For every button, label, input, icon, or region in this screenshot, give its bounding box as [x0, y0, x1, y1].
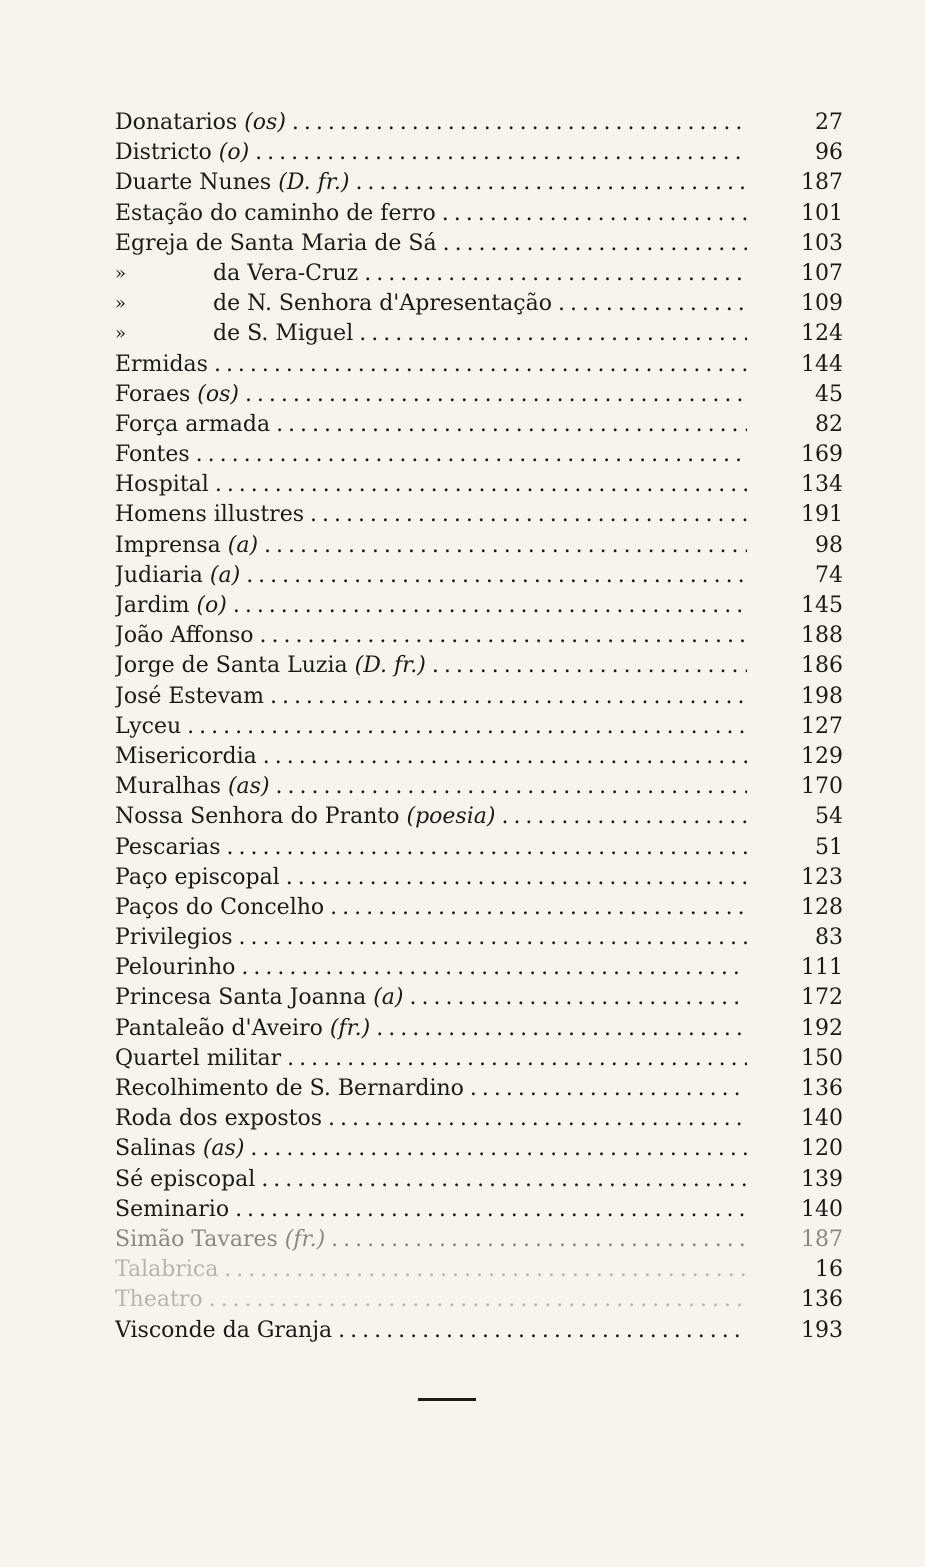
entry-title	[115, 350, 747, 380]
entry-label: Misericordia	[115, 743, 257, 769]
page-number: 187	[801, 1226, 843, 1252]
entry-title	[115, 561, 747, 591]
entry-label: Salinas	[115, 1136, 196, 1162]
entry-note: (fr.)	[284, 1226, 326, 1252]
page-number: 128	[801, 894, 843, 920]
entry-title	[115, 591, 747, 621]
page-number: 150	[801, 1045, 843, 1071]
entry-title	[115, 1316, 747, 1346]
index-entry	[115, 1165, 843, 1195]
page-number: 54	[815, 804, 843, 830]
entry-title	[115, 651, 747, 681]
entry-label: Sé episcopal	[115, 1166, 256, 1192]
entry-title	[115, 229, 747, 259]
page-number: 136	[801, 1076, 843, 1101]
ditto-mark: »	[115, 293, 127, 315]
entry-label: Pantaleão d'Aveiro	[115, 1015, 323, 1041]
entry-label: Lyceu	[115, 713, 182, 739]
page-number: 139	[801, 1166, 843, 1192]
page-number: 127	[801, 713, 843, 739]
page-number: 145	[801, 593, 843, 618]
entry-note: (fr.)	[329, 1015, 371, 1041]
page-number: 134	[801, 472, 843, 498]
entry-label: Fontes	[115, 442, 190, 468]
entry-label: Recolhimento de S. Bernardino	[115, 1076, 464, 1101]
index-entry	[115, 1014, 843, 1044]
page-number: 109	[801, 291, 843, 317]
entry-title	[115, 500, 747, 530]
index-entry	[115, 1255, 843, 1285]
index-entry	[115, 742, 843, 772]
entry-label: Donatarios	[115, 110, 238, 135]
entry-title	[115, 1165, 747, 1195]
page-number: 136	[801, 1287, 843, 1313]
page-number: 140	[801, 1106, 843, 1132]
page-number: 82	[815, 411, 843, 437]
entry-label: da Vera-Cruz	[213, 260, 359, 286]
index-entry	[115, 651, 843, 681]
entry-label: Pelourinho	[115, 955, 236, 981]
entry-label: Foraes	[115, 381, 191, 407]
index-entry	[115, 531, 843, 561]
entry-label: Visconde da Granja	[115, 1317, 333, 1343]
entry-label: Estação do caminho de ferro	[115, 200, 436, 226]
entry-title	[115, 531, 747, 561]
index-entry	[115, 712, 843, 742]
entry-label: Paço episcopal	[115, 864, 280, 890]
entry-label: Jorge de Santa Luzia	[115, 653, 348, 679]
entry-label: Nossa Senhora do Pranto	[115, 804, 400, 830]
page-number: 120	[801, 1136, 843, 1162]
entry-title	[115, 712, 747, 742]
entry-note: (poesia)	[406, 804, 496, 830]
page-number: 45	[815, 381, 843, 407]
page-number: 188	[801, 623, 843, 649]
entry-title	[115, 742, 747, 772]
page-number: 193	[801, 1317, 843, 1343]
page-number: 186	[801, 653, 843, 679]
entry-label: de S. Miguel	[213, 321, 354, 347]
index-entry	[115, 1285, 843, 1315]
index-entry	[115, 108, 843, 138]
entry-label: Roda dos expostos	[115, 1106, 323, 1132]
entry-label: Theatro	[115, 1287, 203, 1313]
ditto-mark: »	[115, 262, 127, 284]
entry-label: Força armada	[115, 411, 271, 437]
page-number: 51	[815, 834, 843, 860]
index-entry	[115, 259, 843, 289]
entry-title	[115, 1074, 747, 1104]
entry-title	[115, 168, 747, 198]
entry-label: Paços do Concelho	[115, 894, 325, 920]
entry-title	[115, 1285, 747, 1315]
entry-title	[115, 1195, 747, 1225]
entry-title	[115, 440, 747, 470]
page-number: 187	[801, 170, 843, 196]
entry-label: Muralhas	[115, 774, 221, 800]
entry-title	[115, 682, 747, 712]
entry-note: (D. fr.)	[354, 653, 426, 679]
index-entry	[115, 983, 843, 1013]
entry-title	[143, 319, 747, 349]
entry-title	[115, 923, 747, 953]
page-number: 124	[801, 321, 843, 347]
index-entry	[115, 893, 843, 923]
entry-title	[143, 289, 747, 319]
entry-label: Judiaria	[115, 562, 203, 588]
index-entry	[115, 138, 843, 168]
index-entry	[115, 621, 843, 651]
page-number: 144	[801, 351, 843, 377]
index-entry	[115, 500, 843, 530]
page-number: 107	[801, 260, 843, 286]
page-number: 111	[801, 955, 843, 981]
index-entry	[115, 802, 843, 832]
end-rule	[418, 1398, 476, 1401]
entry-label: Homens illustres	[115, 502, 304, 528]
entry-note: (os)	[244, 110, 286, 135]
index-entry	[115, 772, 843, 802]
entry-title	[115, 199, 747, 229]
page-number: 170	[801, 774, 843, 800]
entry-note: (o)	[218, 140, 250, 166]
index-entry	[115, 1195, 843, 1225]
entry-title	[115, 1225, 747, 1255]
entry-label: Pescarias	[115, 834, 221, 860]
entry-title	[115, 802, 747, 832]
entry-note: (as)	[227, 774, 270, 800]
entry-label: Talabrica	[115, 1257, 219, 1283]
index-entry	[115, 229, 843, 259]
entry-title	[115, 1255, 747, 1285]
index-entry	[115, 410, 843, 440]
index-entry	[115, 1074, 843, 1104]
entry-label: José Estevam	[115, 683, 264, 709]
entry-label: de N. Senhora d'Apresentação	[213, 291, 552, 317]
entry-title	[115, 1014, 747, 1044]
page-number: 98	[815, 532, 843, 558]
entry-note: (as)	[202, 1136, 245, 1162]
entry-title	[143, 259, 747, 289]
page-number: 96	[815, 140, 843, 166]
index-entry	[115, 682, 843, 712]
entry-note: (o)	[196, 593, 227, 618]
index-entry	[115, 380, 843, 410]
entry-note: (a)	[227, 532, 259, 558]
entry-title	[115, 1104, 747, 1134]
page-number: 191	[801, 502, 843, 528]
entry-label: Jardim	[115, 593, 190, 618]
entry-title	[115, 772, 747, 802]
entry-note: (a)	[373, 985, 404, 1011]
entry-note: (D. fr.)	[278, 170, 350, 196]
entry-title	[115, 380, 747, 410]
entry-label: João Affonso	[115, 623, 254, 649]
entry-title	[115, 108, 747, 138]
index-entry	[115, 1316, 843, 1346]
entry-title	[115, 410, 747, 440]
entry-label: Seminario	[115, 1196, 230, 1222]
entry-title	[115, 470, 747, 500]
entry-title	[115, 983, 747, 1013]
page-number: 169	[801, 442, 843, 468]
entry-label: Simão Tavares	[115, 1226, 278, 1252]
page-number: 172	[801, 985, 843, 1011]
ditto-mark: »	[115, 323, 127, 345]
page-number: 103	[801, 230, 843, 256]
index-entry	[115, 1134, 843, 1164]
entry-label: Ermidas	[115, 351, 208, 377]
index-entry	[115, 319, 843, 349]
index-entry	[115, 289, 843, 319]
index-entry	[115, 1104, 843, 1134]
page-number: 198	[801, 683, 843, 709]
index-entry	[115, 591, 843, 621]
page-number: 129	[801, 743, 843, 769]
index-entry	[115, 440, 843, 470]
index-entry	[115, 199, 843, 229]
entry-title	[115, 1044, 747, 1074]
page-number: 27	[815, 110, 843, 135]
entry-label: Princesa Santa Joanna	[115, 985, 367, 1011]
page-number: 83	[815, 925, 843, 951]
index-entry	[115, 470, 843, 500]
page-number: 123	[801, 864, 843, 890]
page-number: 192	[801, 1015, 843, 1041]
entry-title	[115, 893, 747, 923]
entry-label: Imprensa	[115, 532, 221, 558]
entry-note: (a)	[209, 562, 241, 588]
entry-title	[115, 1134, 747, 1164]
index-entry	[115, 953, 843, 983]
index-entry	[115, 833, 843, 863]
entry-note: (os)	[197, 381, 239, 407]
index-entry	[115, 168, 843, 198]
index-entry	[115, 1225, 843, 1255]
entry-title	[115, 953, 747, 983]
index-entry	[115, 350, 843, 380]
entry-label: Districto	[115, 140, 212, 166]
page-number: 101	[801, 200, 843, 226]
index-list	[115, 108, 843, 1346]
page-number: 140	[801, 1196, 843, 1222]
index-entry	[115, 923, 843, 953]
entry-label: Quartel militar	[115, 1045, 282, 1071]
entry-label: Egreja de Santa Maria de Sá	[115, 230, 437, 256]
index-entry	[115, 561, 843, 591]
entry-title	[115, 138, 747, 168]
index-entry	[115, 863, 843, 893]
entry-title	[115, 833, 747, 863]
index-entry	[115, 1044, 843, 1074]
entry-label: Duarte Nunes	[115, 170, 272, 196]
entry-label: Hospital	[115, 472, 209, 498]
page-number: 74	[815, 562, 843, 588]
entry-title	[115, 621, 747, 651]
page-number: 16	[815, 1257, 843, 1283]
entry-title	[115, 863, 747, 893]
entry-label: Privilegios	[115, 925, 233, 951]
